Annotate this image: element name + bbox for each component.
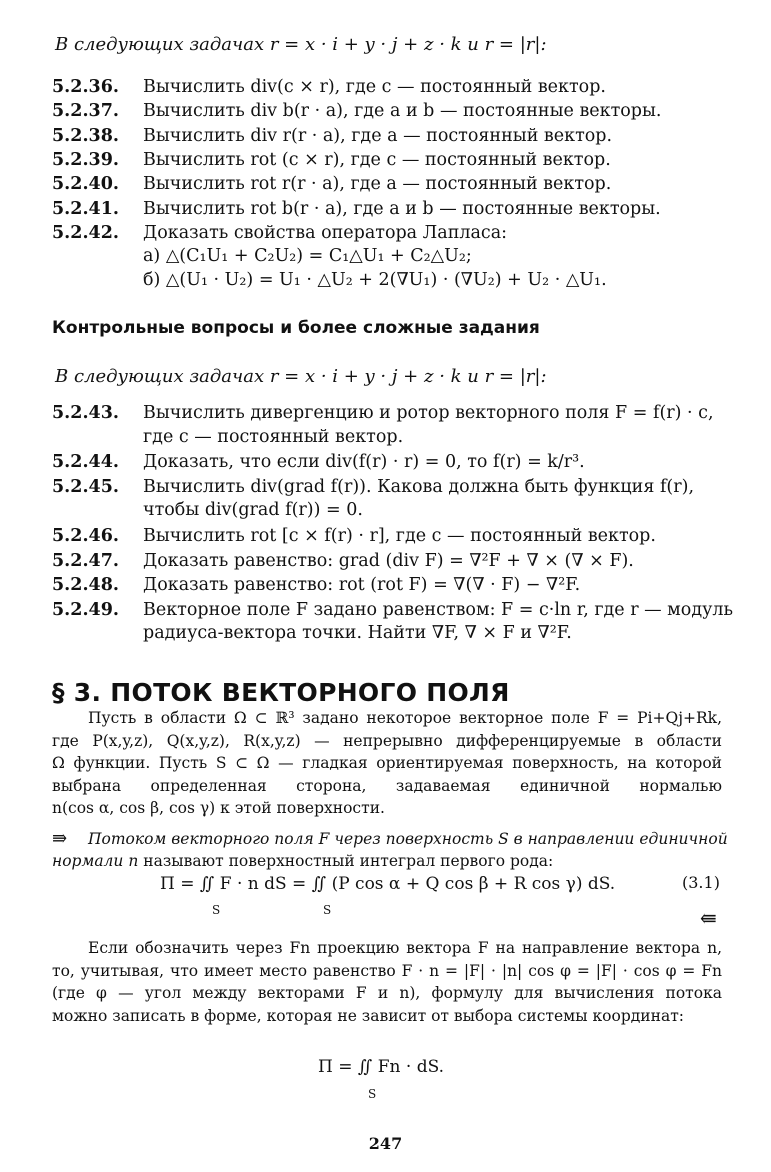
- problem-number: 5.2.43.: [52, 403, 119, 423]
- paragraph-vector-field: [52, 707, 722, 820]
- problems-intro-1: В следующих задачах r = x · i + y · j + z · k и r = |r|:: [55, 34, 547, 55]
- problem-item: [52, 402, 732, 449]
- paragraph-line: Пусть в области Ω ⊂ ℝ³ задано некоторое векторное поле F = Pi+Qj+Rk,: [88, 709, 722, 727]
- paragraph-line: где P(x,y,z), Q(x,y,z), R(x,y,z) — непрерывно дифференцируемые в области: [52, 731, 722, 750]
- problem-number: 5.2.47.: [52, 550, 119, 571]
- problem-text: Вычислить div(grad f(r)). Какова должна быть функция f(r),: [143, 476, 695, 497]
- flux-formula-subscript-2: S: [323, 903, 332, 917]
- problem-text: б) △(U₁ · U₂) = U₁ · △U₂ + 2(∇U₁) · (∇U₂) + U₂ · △U₁.: [143, 269, 607, 290]
- equation-number: (3.1): [682, 873, 720, 892]
- problem-text: Вычислить rot (c × r), где c — постоянный вектор.: [143, 149, 611, 170]
- problem-item: [52, 574, 732, 598]
- paragraph-line: то, учитывая, что имеет место равенство F · n = |F| · |n| cos φ = |F| · cos φ = Fn: [52, 961, 722, 980]
- problem-text: Доказать свойства оператора Лапласа:: [143, 222, 508, 243]
- problem-number: 5.2.41.: [52, 198, 119, 219]
- problem-number: 5.2.39.: [52, 149, 119, 170]
- page-number: 247: [368, 1134, 403, 1153]
- flux-formula: Π = ∬ F · n dS = ∬ (P cos α + Q cos β + R cos γ) dS.: [160, 874, 616, 894]
- definition-term: нормали n: [52, 852, 139, 870]
- problem-number: 5.2.48.: [52, 575, 119, 596]
- problem-number: 5.2.40.: [52, 174, 119, 195]
- problem-item: [52, 222, 732, 293]
- problem-text: радиуса-вектора точки. Найти ∇F, ∇ × F и ∇²F.: [143, 623, 572, 644]
- problem-text: Вычислить rot [c × f(r) · r], где c — постоянный вектор.: [143, 526, 656, 546]
- problem-item: [52, 550, 732, 574]
- problem-text: Векторное поле F задано равенством: F = c·ln r, где r — модуль: [143, 599, 734, 620]
- flux-formula-invariant-subscript: S: [368, 1087, 377, 1101]
- problem-item: [52, 173, 732, 197]
- problem-text: Доказать равенство: rot (rot F) = ∇(∇ · F) − ∇²F.: [143, 575, 581, 596]
- flux-formula-subscript-1: S: [212, 903, 221, 917]
- problem-item: [52, 76, 732, 100]
- definition-line-2: называют поверхностный интеграл первого рода:: [138, 852, 554, 870]
- problem-text: Вычислить rot r(r · a), где a — постоянный вектор.: [143, 174, 612, 195]
- problem-text: чтобы div(grad f(r)) = 0.: [143, 500, 363, 521]
- problem-number: 5.2.42.: [52, 222, 119, 243]
- paragraph-line: (где φ — угол между векторами F и n), формулу для вычисления потока: [52, 984, 722, 1002]
- problem-item: [52, 149, 732, 173]
- problem-number: 5.2.38.: [52, 125, 119, 146]
- paragraph-line: Если обозначить через Fn проекцию вектора F на направление вектора n,: [88, 939, 722, 957]
- problem-item: [52, 100, 732, 124]
- problem-text: Вычислить div(c × r), где c — постоянный вектор.: [143, 77, 606, 97]
- problem-text: Вычислить rot b(r · a), где a и b — постоянные векторы.: [143, 198, 661, 219]
- paragraph-projection: [52, 937, 722, 1027]
- paragraph-line: выбрана определенная сторона, задаваемая единичной нормалью: [52, 776, 722, 795]
- problem-text: Вычислить дивергенцию и ротор векторного поля F = f(r) · c,: [143, 403, 714, 423]
- problem-number: 5.2.49.: [52, 599, 119, 620]
- definition-start-arrow-icon: ⇛: [52, 828, 68, 849]
- paragraph-line: Ω функции. Пусть S ⊂ Ω — гладкая ориентируемая поверхность, на которой: [52, 754, 722, 772]
- problem-item: [52, 451, 732, 475]
- paragraph-line: n(cos α, cos β, cos γ) к этой поверхности.: [52, 799, 385, 817]
- problem-number: 5.2.36.: [52, 77, 119, 97]
- definition-line-1: Потоком векторного поля F через поверхность S в направлении единичной: [88, 830, 728, 848]
- paragraph-line: можно записать в форме, которая не зависит от выбора системы координат:: [52, 1006, 684, 1025]
- problem-item: [52, 476, 732, 523]
- definition-end-arrow-icon: ⇚: [700, 906, 717, 930]
- problem-number: 5.2.46.: [52, 526, 119, 546]
- problem-number: 5.2.44.: [52, 452, 119, 473]
- problem-item: [52, 198, 732, 222]
- section-heading: § 3. ПОТОК ВЕКТОРНОГО ПОЛЯ: [52, 678, 510, 707]
- problem-text: где c — постоянный вектор.: [143, 426, 404, 447]
- problem-number: 5.2.45.: [52, 476, 119, 497]
- problem-item: [52, 125, 732, 149]
- problem-number: 5.2.37.: [52, 101, 119, 122]
- problem-text: Доказать, что если div(f(r) · r) = 0, то f(r) = k/r³.: [143, 452, 585, 473]
- flux-definition: [88, 828, 758, 851]
- flux-definition-cont: [52, 850, 722, 873]
- problem-text: Доказать равенство: grad (div F) = ∇²F + ∇ × (∇ × F).: [143, 550, 634, 571]
- problem-text: Вычислить div b(r · a), где a и b — постоянные векторы.: [143, 101, 662, 122]
- problem-text: а) △(C₁U₁ + C₂U₂) = C₁△U₁ + C₂△U₂;: [143, 246, 472, 267]
- problem-item: [52, 599, 732, 646]
- problems-intro-2: В следующих задачах r = x · i + y · j + z · k и r = |r|:: [55, 366, 547, 387]
- control-questions-heading: Контрольные вопросы и более сложные задания: [52, 318, 540, 338]
- problem-text: Вычислить div r(r · a), где a — постоянный вектор.: [143, 125, 613, 146]
- flux-formula-invariant: Π = ∬ Fn · dS.: [318, 1057, 445, 1077]
- problem-item: [52, 525, 732, 549]
